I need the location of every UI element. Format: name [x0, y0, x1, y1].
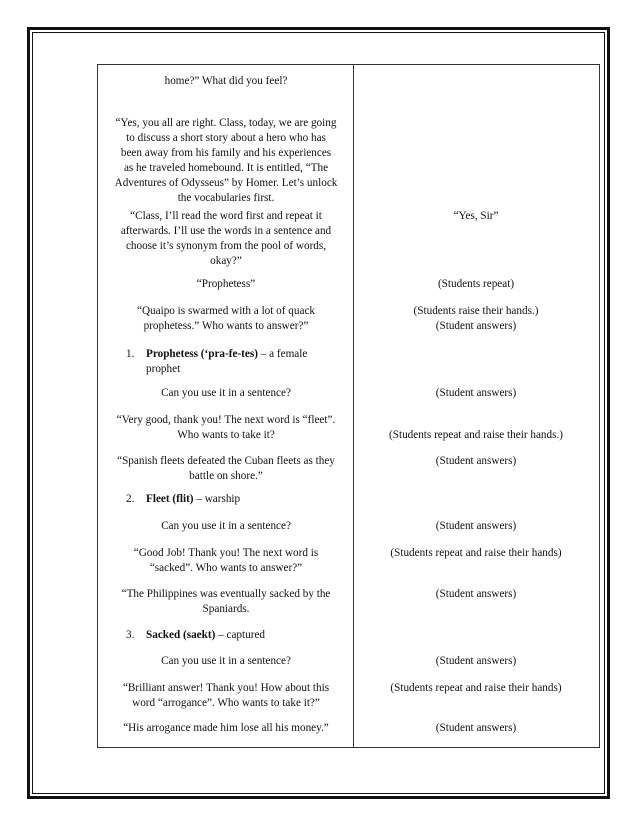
teacher-line: home?” What did you feel?	[164, 75, 288, 87]
vocab-item	[146, 347, 307, 362]
vocab-item	[146, 628, 265, 643]
teacher-line: Who wants to take it?	[177, 429, 275, 441]
teacher-line: Can you use it in a sentence?	[161, 520, 291, 532]
teacher-line: “Spanish fleets defeated the Cuban fleets as they	[117, 455, 335, 467]
column-divider	[353, 64, 354, 748]
teacher-line: prophetess.” Who wants to answer?”	[143, 320, 309, 332]
teacher-line: to discuss a short story about a hero who has	[126, 132, 326, 144]
teacher-line: Can you use it in a sentence?	[161, 387, 291, 399]
student-response: (Students repeat and raise their hands.)	[389, 429, 563, 441]
teacher-line: word “arrogance”. Who wants to take it?”	[132, 697, 320, 709]
student-response: (Student answers)	[435, 722, 517, 734]
teacher-line: “Good Job! Thank you! The next word is	[133, 547, 319, 559]
teacher-line: “Very good, thank you! The next word is “fleet”.	[116, 414, 336, 426]
teacher-line: okay?”	[210, 255, 242, 267]
teacher-line: “His arrogance made him lose all his money.”	[123, 722, 329, 734]
student-response: (Students repeat)	[437, 278, 515, 290]
vocab-definition: – a female	[257, 348, 308, 360]
teacher-line: choose it’s synonym from the pool of words,	[125, 240, 327, 252]
student-response: (Students repeat and raise their hands)	[390, 682, 562, 694]
teacher-line: afterwards. I’ll use the words in a sentence and	[120, 225, 332, 237]
student-response: (Student answers)	[435, 455, 517, 467]
vocab-term: Fleet (flit)	[146, 493, 194, 505]
teacher-line: “Yes, you all are right. Class, today, we are going	[115, 117, 337, 129]
teacher-line: battle on shore.”	[189, 470, 263, 482]
student-response: “Yes, Sir”	[453, 210, 499, 222]
teacher-line: been away from his family and his experiences	[120, 147, 332, 159]
teacher-line: “The Philippines was eventually sacked by the	[121, 588, 331, 600]
student-response: (Students raise their hands.)	[413, 305, 539, 317]
student-response: (Student answers)	[435, 655, 517, 667]
vocab-definition: – warship	[193, 493, 241, 505]
teacher-line: Spaniards.	[202, 603, 250, 615]
teacher-line: the vocabularies first.	[177, 192, 275, 204]
vocab-definition: – captured	[215, 629, 266, 641]
teacher-line: “Prophetess”	[196, 278, 256, 290]
teacher-line: “Class, I’ll read the word first and repeat it	[130, 210, 322, 222]
teacher-line: as he traveled homebound. It is entitled, “The	[123, 162, 329, 174]
vocab-item	[146, 492, 240, 507]
vocab-number: 3.	[126, 629, 135, 641]
student-response: (Student answers)	[435, 588, 517, 600]
teacher-line: “Quaipo is swarmed with a lot of quack	[136, 305, 316, 317]
teacher-line: “Brilliant answer! Thank you! How about this	[122, 682, 330, 694]
vocab-number: 2.	[126, 493, 135, 505]
vocab-definition: prophet	[146, 363, 181, 375]
vocab-number: 1.	[126, 348, 135, 360]
student-response: (Students repeat and raise their hands)	[390, 547, 562, 559]
teacher-line: “sacked”. Who wants to answer?”	[149, 562, 303, 574]
teacher-line: Can you use it in a sentence?	[161, 655, 291, 667]
student-response: (Student answers)	[435, 387, 517, 399]
teacher-line: Adventures of Odysseus” by Homer. Let’s unlock	[114, 177, 338, 189]
student-response: (Student answers)	[435, 320, 517, 332]
vocab-term: Prophetess (‘pra-fe-tes)	[146, 348, 258, 360]
vocab-term: Sacked (saekt)	[146, 629, 216, 641]
student-response: (Student answers)	[435, 520, 517, 532]
